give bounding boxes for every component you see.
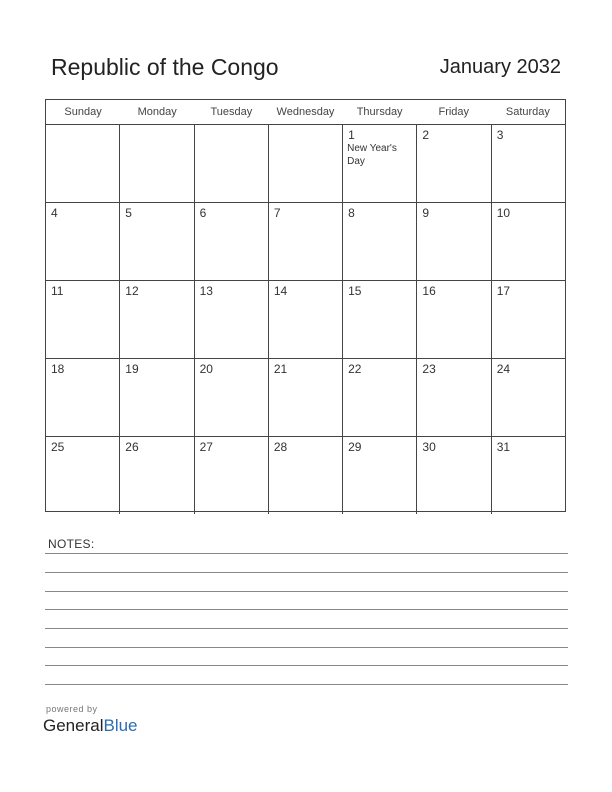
calendar-day-cell (492, 125, 565, 202)
day-number: 2 (422, 128, 430, 142)
calendar-day-cell (417, 125, 491, 202)
notes-line (45, 647, 568, 648)
calendar-day-cell (195, 281, 269, 358)
notes-line (45, 665, 568, 666)
powered-by-text: powered by (46, 704, 98, 714)
notes-line (45, 591, 568, 592)
calendar-day-cell (46, 437, 120, 514)
brand-blue: Blue (103, 716, 138, 735)
calendar-day-cell (417, 281, 491, 358)
calendar-day-cell (269, 203, 343, 280)
weekday-sunday: Sunday (64, 106, 102, 118)
calendar-day-cell (343, 203, 417, 280)
weekday-friday: Friday (438, 106, 470, 118)
weekday-tuesday: Tuesday (210, 106, 253, 118)
day-number: 30 (422, 440, 436, 454)
day-number: 20 (199, 362, 213, 376)
brand-general: General (43, 716, 104, 735)
day-number: 19 (125, 362, 139, 376)
weekday-monday: Monday (137, 106, 177, 118)
day-number: 16 (422, 284, 436, 298)
day-number: 17 (496, 284, 511, 298)
day-number: 7 (273, 206, 281, 220)
weekday-thursday: Thursday (356, 106, 403, 118)
weekday-wednesday: Wednesday (276, 106, 335, 118)
calendar-day-cell (46, 281, 120, 358)
day-number: 22 (348, 362, 362, 376)
calendar-week-row (46, 437, 565, 514)
day-number: 29 (348, 440, 362, 454)
calendar-day-cell (195, 359, 269, 436)
calendar-day-cell (492, 281, 565, 358)
calendar-week-row (46, 359, 565, 437)
day-number: 8 (348, 206, 355, 220)
day-number: 23 (422, 362, 436, 376)
day-number: 31 (496, 440, 511, 454)
calendar-day-cell (269, 281, 343, 358)
day-number: 13 (199, 284, 213, 298)
brand-logo (43, 716, 138, 736)
day-number: 5 (125, 206, 132, 220)
day-number: 3 (496, 128, 504, 142)
calendar-week-row (46, 281, 565, 359)
holiday-label: New Year's Day (347, 143, 397, 167)
calendar-day-cell (120, 125, 194, 202)
calendar-day-cell (492, 437, 565, 514)
calendar-day-cell (269, 359, 343, 436)
calendar-day-cell (343, 125, 417, 202)
calendar-day-cell (269, 125, 343, 202)
calendar-day-cell (195, 125, 269, 202)
calendar-day-cell (417, 203, 491, 280)
day-number: 25 (51, 440, 65, 454)
notes-line (45, 684, 568, 685)
calendar-grid (45, 99, 566, 512)
calendar-day-cell (46, 203, 120, 280)
day-number: 21 (273, 362, 288, 376)
notes-line (45, 609, 568, 610)
calendar-day-cell (120, 437, 194, 514)
calendar-day-cell (195, 437, 269, 514)
calendar-day-cell (343, 281, 417, 358)
day-number: 12 (125, 284, 139, 298)
notes-line (45, 572, 568, 573)
day-number: 10 (496, 206, 511, 220)
notes-line (45, 628, 568, 629)
day-number: 27 (199, 440, 213, 454)
day-number: 26 (125, 440, 139, 454)
calendar-day-cell (417, 437, 491, 514)
day-number: 24 (496, 362, 511, 376)
calendar-day-cell (46, 125, 120, 202)
day-number: 9 (422, 206, 430, 220)
calendar-week-row (46, 125, 565, 203)
calendar-day-cell (343, 437, 417, 514)
day-number: 11 (51, 284, 64, 298)
calendar-month-title: January 2032 (439, 56, 561, 78)
day-number: 4 (51, 206, 58, 220)
calendar-week-row (46, 203, 565, 281)
calendar-country-title: Republic of the Congo (51, 54, 279, 80)
calendar-day-cell (492, 359, 565, 436)
calendar-day-cell (343, 359, 417, 436)
calendar-day-cell (120, 281, 194, 358)
day-number: 14 (273, 284, 288, 298)
calendar-day-cell (120, 359, 194, 436)
weekday-header-row (46, 100, 565, 125)
calendar-day-cell (46, 359, 120, 436)
notes-line (45, 553, 568, 554)
calendar-day-cell (120, 203, 194, 280)
day-number: 28 (273, 440, 288, 454)
weekday-saturday: Saturday (505, 106, 550, 118)
day-number: 1 (348, 128, 355, 142)
day-number: 18 (51, 362, 65, 376)
day-number: 15 (348, 284, 362, 298)
calendar-day-cell (195, 203, 269, 280)
calendar-day-cell (269, 437, 343, 514)
notes-label: NOTES: (48, 537, 95, 551)
calendar-day-cell (492, 203, 565, 280)
day-number: 6 (199, 206, 207, 220)
calendar-day-cell (417, 359, 491, 436)
